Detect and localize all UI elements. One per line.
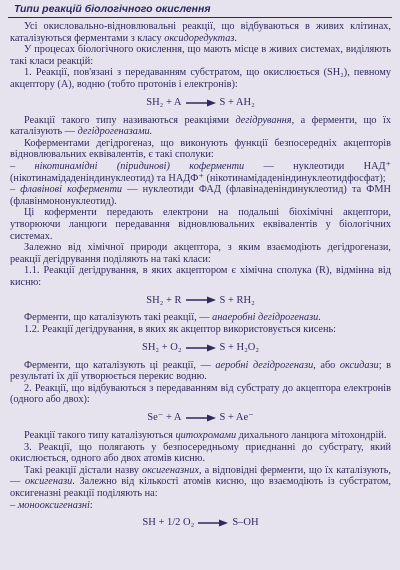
reaction-arrow-icon	[186, 296, 216, 304]
paragraph-anaerobic	[10, 312, 391, 324]
term-monooxygenase: монооксигеназні	[17, 499, 90, 511]
equation-right: S + H₂O₂	[219, 341, 259, 353]
text: Ферменти, що каталізують такі реакції, —	[24, 312, 213, 324]
paragraph-reaction-1: 1. Реакції, пов'язані з передаванням субстратом, що окислюється (SH₂), певному акцептору (А), водню (тобто протонів і електронів):	[10, 67, 391, 90]
text: , а ферменти, що їх каталізують —	[10, 114, 391, 138]
term-dehydrogenases: дегідрогеназами.	[77, 126, 153, 138]
list-item-monooxygenase	[10, 500, 391, 512]
text: — нуклеотиди ФАД (флавінаденіндинуклеотид) та ФМН (флавінмононуклеотид).	[10, 184, 391, 207]
document-body	[10, 21, 391, 535]
text: .	[234, 32, 237, 44]
list-item-nicotinamide	[10, 161, 391, 184]
reaction-arrow-icon	[186, 99, 216, 107]
text: :	[89, 499, 93, 511]
equation-left: SH₂ + A	[146, 96, 182, 108]
text: Такі реакції дістали назву	[24, 464, 142, 476]
paragraph-aerobic	[10, 360, 391, 383]
term-nicotinamide-coenzymes: нікотинамідні (піридинові) коферменти	[34, 160, 245, 172]
paragraph-reaction-1-2: 1.2. Реакції дегідрування, в яких як акцептор використовується кисень:	[24, 324, 337, 336]
page-title: Типи реакцій біологічного окислення	[14, 3, 211, 15]
text: дихального ланцюга мітохондрій.	[236, 430, 387, 442]
paragraph-electron-transfer: Ці коферменти передають електрони на подальші біохімічні акцептори, утворюючи ланцюги передавання відновлювальних еквівалентів у біологічних системах.	[10, 207, 391, 242]
reaction-arrow-icon	[186, 414, 216, 422]
list-item-flavin	[10, 184, 391, 207]
paragraph-classes: У процесах біологічного окислення, що мають місце в живих системах, виділяють такі класи реакцій:	[10, 44, 391, 67]
term-oxidoreductases: оксидоредуктаз	[164, 32, 235, 44]
paragraph-acceptor-classes: Залежно від хімічної природи акцептора, з яким взаємодіють дегідрогенази, реакції дегідрування поділяють на такі класи:	[10, 242, 391, 265]
term-oxygenases: оксигенази	[24, 476, 73, 488]
text: Ферменти, що каталізують ці реакції, —	[24, 359, 216, 371]
equation-right: S + Ae⁻	[219, 412, 254, 424]
text: , або	[313, 359, 340, 371]
text: –	[10, 499, 18, 511]
text: Реакції такого типу каталізуються	[24, 430, 176, 442]
text: , а відповідні ферменти, що їх каталізують, —	[10, 464, 392, 488]
text: — нуклеотиди НАД⁺ (нікотинамідаденіндинуклеотид) та НАДФ⁺ (нікотинамідаденіндинуклеотидфосфат);	[10, 160, 391, 184]
term-oxidases: оксидази	[339, 359, 379, 371]
paragraph-reaction-1-1: 1.1. Реакції дегідрування, в яких акцептором є хімічна сполука (R), відмінна від кисню:	[10, 265, 391, 288]
term-dehydrogenation: дегідрування	[235, 114, 292, 126]
paragraph-dehydrogenation	[10, 115, 391, 138]
equation-right: S + AH₂	[219, 96, 255, 108]
equation-1	[10, 95, 391, 111]
reaction-arrow-icon	[198, 519, 228, 527]
equation-right: S + RH₂	[219, 294, 255, 306]
text: –	[10, 184, 21, 196]
paragraph-coenzymes: Коферментами дегідрогеназ, що виконують функції безпосередніх акцепторів відновлювальних еквівалентів, є такі сполуки:	[10, 137, 391, 161]
paragraph-intro	[10, 21, 391, 44]
term-anaerobic-dehydrogenases: анаеробні дегідрогенази.	[212, 312, 321, 324]
equation-left: SH₂ + R	[146, 294, 182, 306]
paragraph-reaction-2: 2. Реакції, що відбуваються з передаванням від субстрату до акцептора електронів (одного або двох):	[10, 382, 391, 406]
equation-left: Se⁻ + A	[147, 412, 182, 424]
equation-2	[10, 292, 391, 308]
text: Усі окисловально-відновлювальні реакції, що відбуваються в живих клітинах, каталізуються ферментами з класу	[10, 21, 391, 44]
term-oxygenase-reactions: оксигеназних	[141, 464, 199, 476]
text: . Залежно від кількості атомів кисню, що взаємодіють із субстратом, оксигеназні реакції поділяють на:	[10, 476, 392, 499]
equation-right: S–OH	[232, 517, 259, 529]
term-aerobic-dehydrogenases: аеробні дегідрогенази	[215, 359, 314, 371]
text: Реакції такого типу називаються реакціями	[24, 114, 236, 126]
equation-4	[10, 410, 391, 426]
paragraph-reaction-3: 3. Реакції, що полягають у безпосередньому приєднанні до субстрату, який окислюється, одного або двох атомів кисню.	[10, 441, 391, 465]
term-cytochromes: цитохромами	[175, 430, 237, 442]
equation-left: SH₂ + O₂	[142, 341, 182, 353]
text: ; в результаті їх дії утворюється перекис водню.	[10, 359, 391, 383]
paragraph-oxygenases	[10, 465, 391, 500]
equation-3	[10, 340, 391, 356]
equation-5	[10, 515, 391, 531]
reaction-arrow-icon	[186, 344, 216, 352]
term-flavin-coenzymes: флавінові коферменти	[20, 184, 123, 196]
paragraph-cytochromes	[10, 430, 391, 442]
title-rule	[8, 17, 392, 18]
equation-left: SH + 1/2 O₂	[142, 517, 195, 529]
text: –	[10, 160, 35, 172]
